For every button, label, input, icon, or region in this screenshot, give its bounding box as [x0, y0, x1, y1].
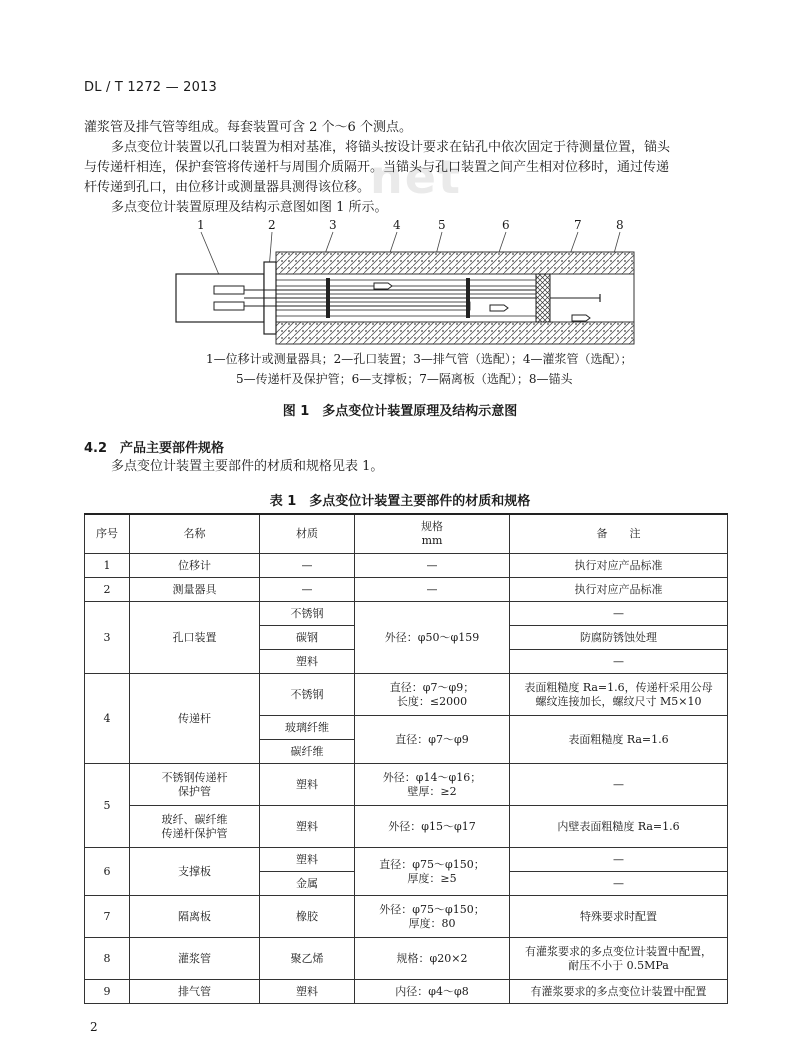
- cell-remark: —: [510, 602, 728, 626]
- rock-band-top: [276, 252, 634, 274]
- cell-no: 4: [85, 674, 130, 764]
- cell-no: 1: [85, 554, 130, 578]
- cell-remark: 内壁表面粗糙度 Ra=1.6: [510, 806, 728, 848]
- cell-material: —: [260, 578, 355, 602]
- cell-spec: —: [355, 578, 510, 602]
- header-material: 材质: [260, 514, 355, 554]
- cell-remark: —: [510, 872, 728, 896]
- cell-spec: 外径：φ15～φ17: [355, 806, 510, 848]
- table-row: [85, 764, 728, 806]
- cell-no: 3: [85, 602, 130, 674]
- header-spec: 规格 mm: [355, 514, 510, 554]
- cell-remark: 有灌浆要求的多点变位计装置中配置: [510, 980, 728, 1004]
- cell-name: 不锈钢传递杆 保护管: [130, 764, 260, 806]
- paragraph-line: 杆传递到孔口，由位移计或测量器具测得该位移。: [84, 180, 371, 195]
- header-no: 序号: [85, 514, 130, 554]
- cell-no: 7: [85, 896, 130, 938]
- cell-material: 塑料: [260, 848, 355, 872]
- cell-remark: —: [510, 650, 728, 674]
- cell-remark: 执行对应产品标准: [510, 578, 728, 602]
- gauge-top: [214, 286, 244, 294]
- table-row: [85, 602, 728, 626]
- page-number: 2: [90, 1020, 98, 1034]
- cell-spec: 直径：φ7～φ9: [355, 716, 510, 764]
- table-row: [85, 806, 728, 848]
- cell-material: 塑料: [260, 980, 355, 1004]
- table-row: [85, 896, 728, 938]
- callout-5: 5: [438, 218, 446, 232]
- cell-name: 测量器具: [130, 578, 260, 602]
- table-title: 表 1 多点变位计装置主要部件的材质和规格: [269, 494, 531, 509]
- cell-material: 塑料: [260, 806, 355, 848]
- support-plate-1: [326, 278, 330, 318]
- paragraph-line: 灌浆管及排气管等组成。每套装置可含 2 个～6 个测点。: [84, 120, 412, 135]
- figure-legend-line: 1—位移计或测量器具；2—孔口装置；3—排气管（选配）；4—灌浆管（选配）；: [206, 352, 633, 366]
- cell-material: 玻璃纤维: [260, 716, 355, 740]
- cell-remark: 表面粗糙度 Ra=1.6: [510, 716, 728, 764]
- header-name: 名称: [130, 514, 260, 554]
- callout-7: 7: [574, 218, 582, 232]
- table-row: [85, 578, 728, 602]
- cell-material: 不锈钢: [260, 674, 355, 716]
- support-plate-2: [466, 278, 470, 318]
- spec-table: [84, 513, 728, 1004]
- cell-name: 灌浆管: [130, 938, 260, 980]
- section-intro: 多点变位计装置主要部件的材质和规格见表 1。: [111, 459, 384, 474]
- callout-2: 2: [268, 218, 276, 232]
- cell-remark: 特殊要求时配置: [510, 896, 728, 938]
- table-header-row: [85, 514, 728, 554]
- callout-4: 4: [393, 218, 401, 232]
- callout-1: 1: [197, 218, 205, 232]
- cell-material: 金属: [260, 872, 355, 896]
- rock-band-bottom: [276, 322, 634, 344]
- callout-8: 8: [616, 218, 624, 232]
- cell-material: 塑料: [260, 650, 355, 674]
- structure-diagram: [0, 0, 800, 400]
- cell-no: 8: [85, 938, 130, 980]
- cell-material: 不锈钢: [260, 602, 355, 626]
- watermark: net: [370, 150, 462, 204]
- cell-remark: —: [510, 848, 728, 872]
- cell-material: 碳钢: [260, 626, 355, 650]
- cell-material: 橡胶: [260, 896, 355, 938]
- cell-material: 塑料: [260, 764, 355, 806]
- cell-name: 玻纤、碳纤维 传递杆保护管: [130, 806, 260, 848]
- cell-spec: 外径：φ14～φ16； 壁厚：≥2: [355, 764, 510, 806]
- figure-title: 图 1 多点变位计装置原理及结构示意图: [282, 404, 518, 419]
- cell-spec: 直径：φ7～φ9； 长度：≤2000: [355, 674, 510, 716]
- cell-remark: 表面粗糙度 Ra=1.6，传递杆采用公母 螺纹连接加长，螺纹尺寸 M5×10: [510, 674, 728, 716]
- table-row: [85, 674, 728, 716]
- cell-spec: 内径：φ4～φ8: [355, 980, 510, 1004]
- cell-name: 孔口装置: [130, 602, 260, 674]
- cell-spec: —: [355, 554, 510, 578]
- table-row: [85, 554, 728, 578]
- cell-spec: 外径：φ50～φ159: [355, 602, 510, 674]
- cell-no: 5: [85, 764, 130, 848]
- paragraph-line: 多点变位计装置原理及结构示意图如图 1 所示。: [111, 200, 388, 215]
- cell-remark: 执行对应产品标准: [510, 554, 728, 578]
- table-row: [85, 980, 728, 1004]
- cell-spec: 外径：φ75～φ150； 厚度：80: [355, 896, 510, 938]
- callout-3: 3: [329, 218, 337, 232]
- isolation-plate: [536, 274, 550, 322]
- header-remark: 备 注: [510, 514, 728, 554]
- cell-name: 隔离板: [130, 896, 260, 938]
- cell-name: 支撑板: [130, 848, 260, 896]
- paragraph-line: 与传递杆相连，保护套管将传递杆与周围介质隔开。当锚头与孔口装置之间产生相对位移时，通过传递: [84, 160, 670, 175]
- cell-material: 聚乙烯: [260, 938, 355, 980]
- figure-legend-line: 5—传递杆及保护管；6—支撑板；7—隔离板（选配）；8—锚头: [236, 372, 573, 386]
- gauge-bottom: [214, 302, 244, 310]
- cell-no: 9: [85, 980, 130, 1004]
- cell-material: —: [260, 554, 355, 578]
- paragraph-line: 多点变位计装置以孔口装置为相对基准，将锚头按设计要求在钻孔中依次固定于待测量位置，锚头: [111, 140, 671, 155]
- cell-no: 6: [85, 848, 130, 896]
- cell-spec: 直径：φ75～φ150； 厚度：≥5: [355, 848, 510, 896]
- cell-remark: 有灌浆要求的多点变位计装置中配置， 耐压不小于 0.5MPa: [510, 938, 728, 980]
- section-heading: 4.2 产品主要部件规格: [84, 441, 225, 456]
- standard-code-header: DL / T 1272 — 2013: [84, 80, 218, 95]
- cell-spec: 规格：φ20×2: [355, 938, 510, 980]
- callout-6: 6: [502, 218, 510, 232]
- table-row: [85, 938, 728, 980]
- cell-material: 碳纤维: [260, 740, 355, 764]
- cell-remark: 防腐防锈蚀处理: [510, 626, 728, 650]
- cell-remark: —: [510, 764, 728, 806]
- cell-name: 传递杆: [130, 674, 260, 764]
- cell-name: 排气管: [130, 980, 260, 1004]
- cell-name: 位移计: [130, 554, 260, 578]
- cell-no: 2: [85, 578, 130, 602]
- table-row: [85, 848, 728, 872]
